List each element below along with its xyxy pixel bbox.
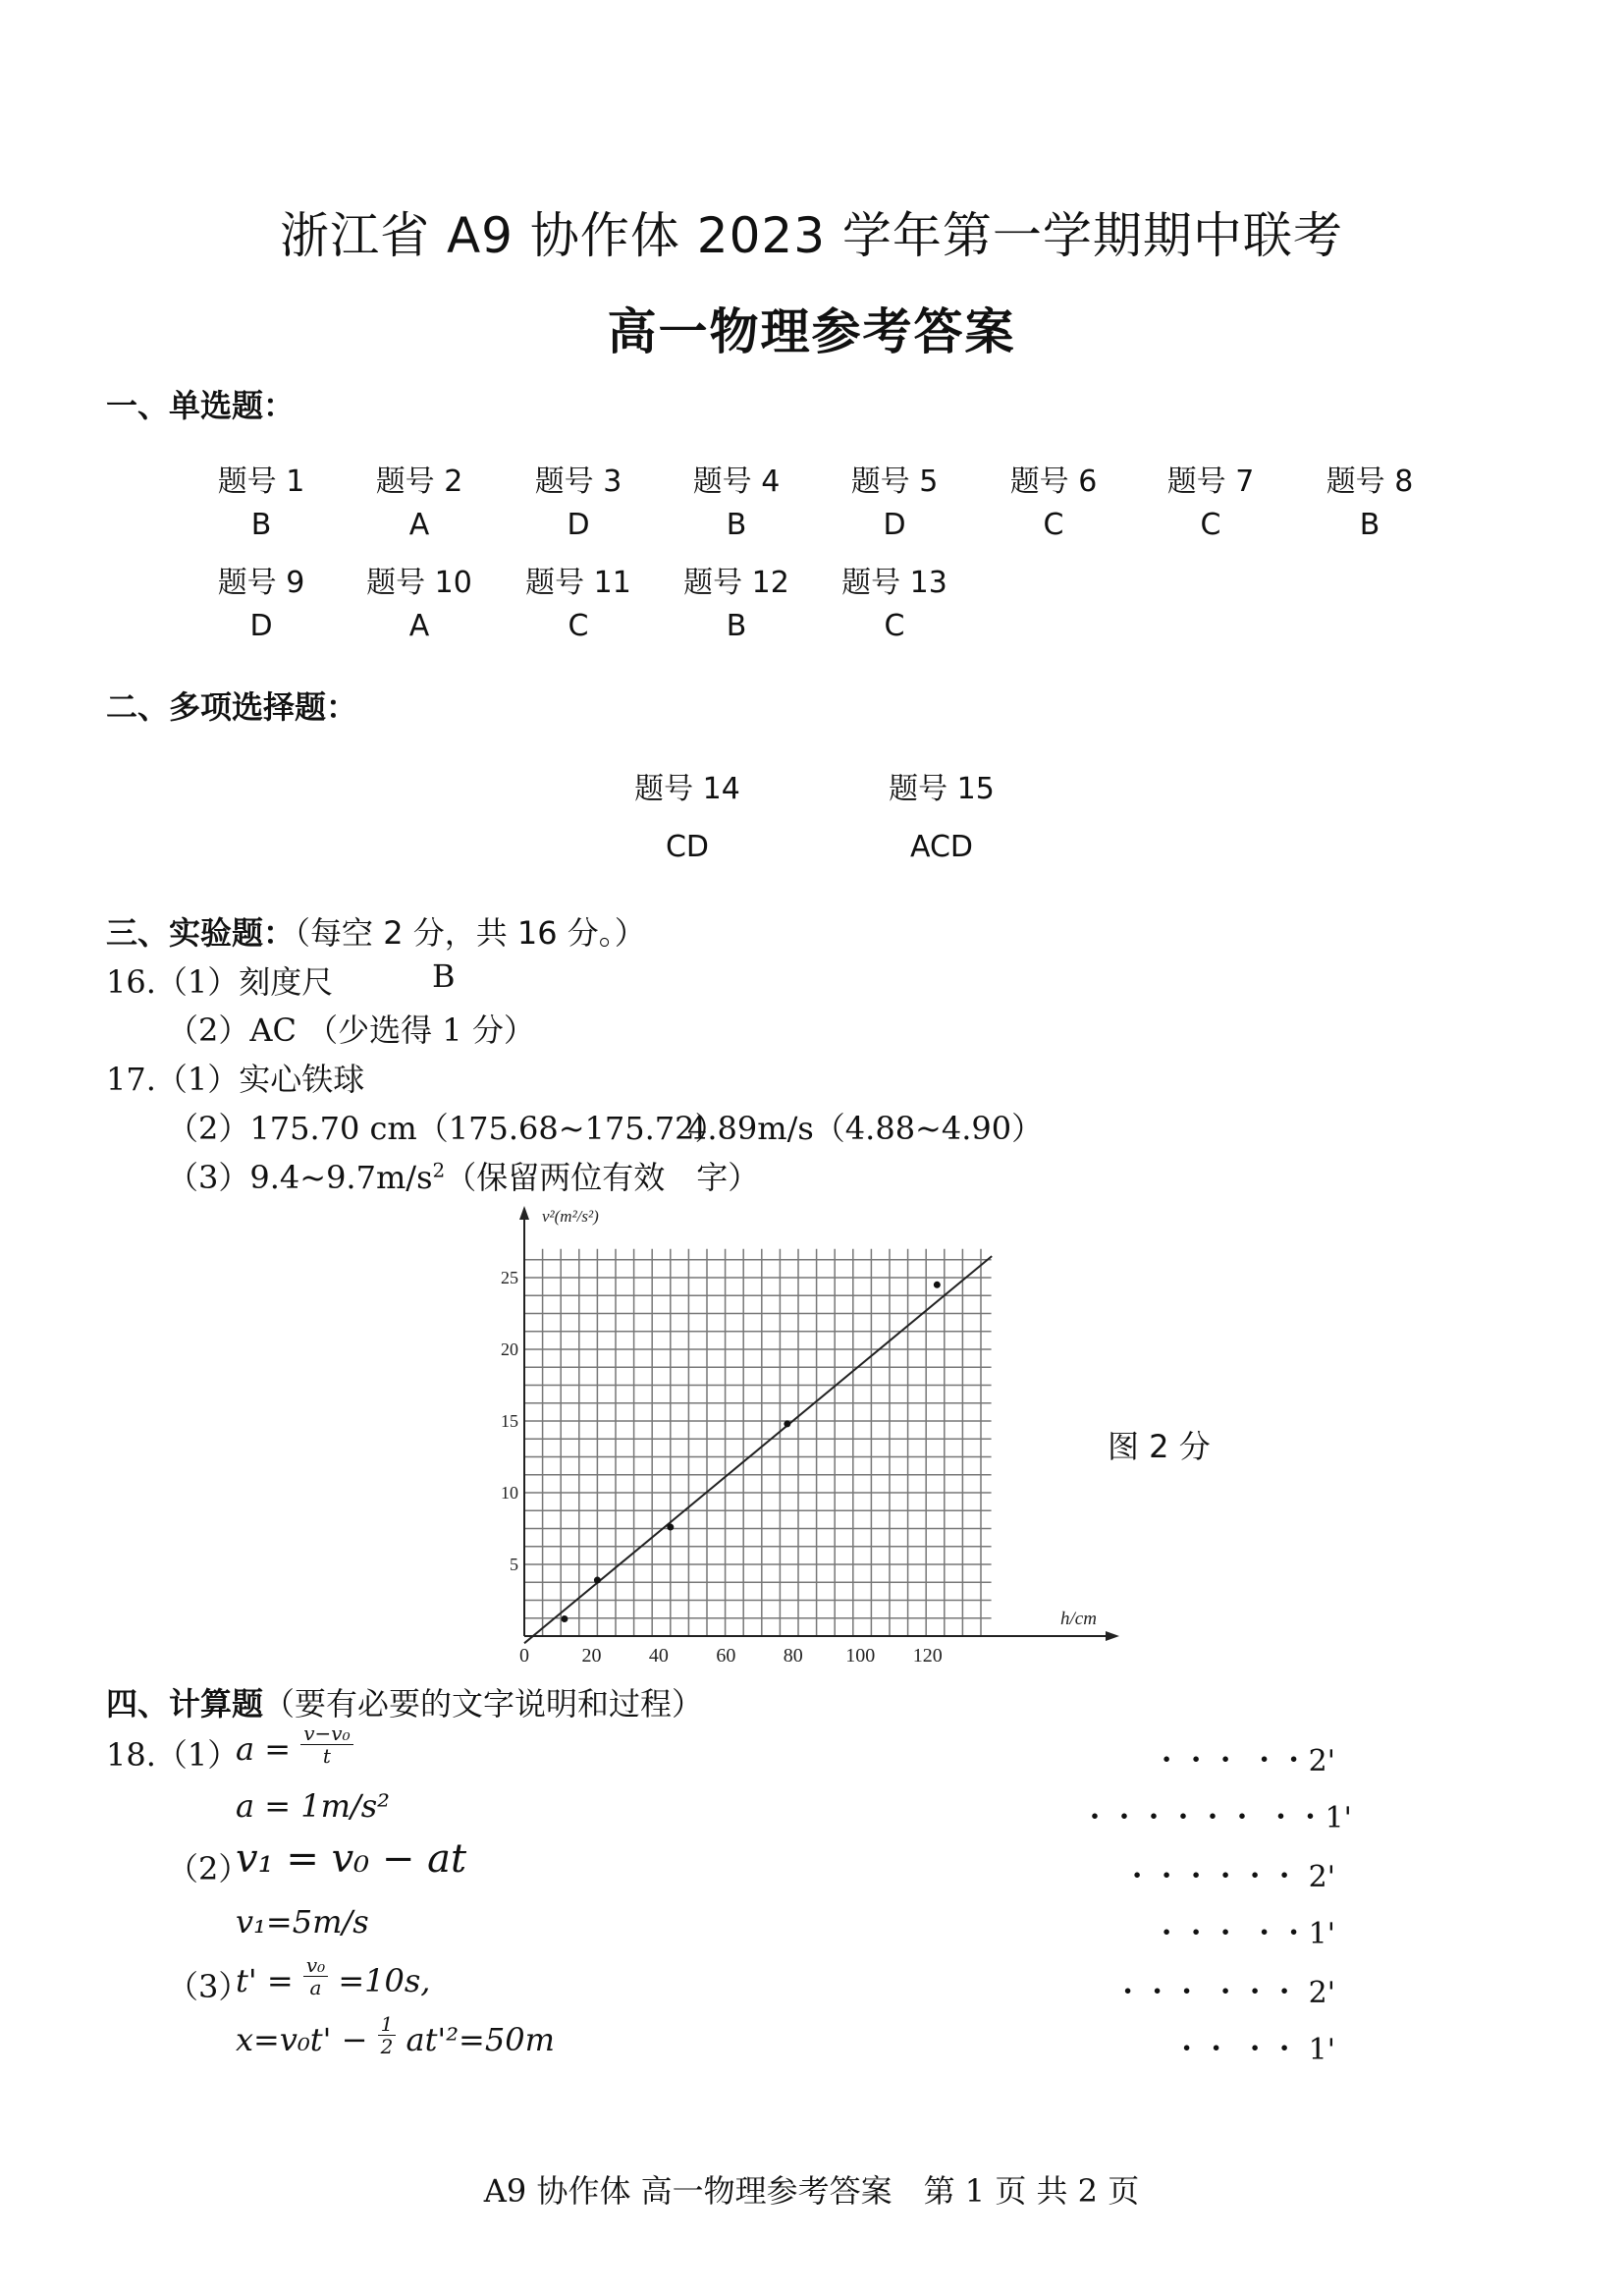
question-number: 题号 7 <box>1166 465 1255 499</box>
q18-part3-label: （3） <box>167 1968 250 2005</box>
score-mark: ・・・・・・ ・・1' <box>1080 1801 1352 1835</box>
question-number: 题号 6 <box>1009 465 1098 499</box>
answer-17-3-sup: 2 <box>432 1158 446 1182</box>
x-tick-label: 100 <box>845 1645 876 1667</box>
data-point <box>667 1524 674 1531</box>
q18-eq1 <box>236 1722 353 1768</box>
answer-17-3-value: （3）9.4~9.7m/s <box>167 1159 433 1196</box>
answer-letter: C <box>1200 508 1221 542</box>
q18-eq1-numerator: v−v₀ <box>300 1722 352 1745</box>
y-tick-label: 15 <box>501 1411 518 1431</box>
y-tick-label: 10 <box>501 1483 518 1503</box>
answer-letter: B <box>726 508 747 542</box>
question-number: 题号 5 <box>850 465 939 499</box>
y-tick-label: 20 <box>501 1339 518 1359</box>
question-number: 题号 2 <box>375 465 463 499</box>
question-number: 题号 9 <box>217 566 305 600</box>
y-tick-label: 5 <box>510 1555 518 1574</box>
page-footer: A9 协作体 高一物理参考答案 第 1 页 共 2 页 <box>483 2172 1140 2210</box>
question-number: 题号 8 <box>1325 465 1414 499</box>
q18-eq1-result: a = 1m/s² <box>236 1787 390 1825</box>
q18-eq1-fraction <box>300 1722 352 1767</box>
q18-eq3-lhs: t' = <box>236 1962 294 1999</box>
x-axis-arrow <box>1106 1631 1119 1641</box>
answer-16-2: （2）AC （少选得 1 分） <box>167 1011 535 1049</box>
x-tick-label: 120 <box>912 1645 943 1667</box>
page-subtitle: 高一物理参考答案 <box>607 303 1016 360</box>
answer-17-1: 17.（1）实心铁球 <box>106 1061 365 1098</box>
data-point <box>561 1615 568 1622</box>
q18-eq2: v₁ = v₀ − at <box>236 1836 467 1882</box>
section-heading-experiment <box>106 908 646 954</box>
data-point <box>934 1282 941 1288</box>
data-point <box>784 1420 790 1427</box>
section-heading-multi-choice: 二、多项选择题： <box>106 688 358 726</box>
answer-letter: D <box>883 508 906 542</box>
q18-part2-label: （2） <box>167 1850 250 1887</box>
q18-part1-label: 18.（1） <box>106 1736 240 1774</box>
answer-16-1: 16.（1）刻度尺 <box>106 963 334 1001</box>
q18-eq3b-rhs: at'²=50m <box>406 2021 555 2058</box>
section-heading-calculation <box>106 1679 703 1724</box>
score-mark: ・・ ・・ 1' <box>1171 2033 1335 2067</box>
x-tick-label: 80 <box>783 1645 803 1667</box>
x-tick-label: 0 <box>519 1645 529 1667</box>
score-mark: ・・・・・・ 2' <box>1122 1860 1335 1894</box>
q18-eq3b-denominator: 2 <box>380 2035 394 2058</box>
section-heading-label: 四、计算题 <box>106 1685 264 1722</box>
score-mark: ・・・ ・・・ 2' <box>1112 1976 1335 2010</box>
question-number: 题号 12 <box>683 566 789 600</box>
answer-letter: D <box>249 609 273 643</box>
answer-letter: ACD <box>909 830 974 864</box>
q18-eq3-fraction <box>303 1954 328 1998</box>
y-axis-label: v²(m²/s²) <box>542 1207 599 1226</box>
question-number: 题号 4 <box>692 465 781 499</box>
question-number: 题号 11 <box>525 566 631 600</box>
data-point <box>594 1577 601 1584</box>
question-number: 题号 10 <box>366 566 472 600</box>
section-heading-note: （每空 2 分，共 16 分。） <box>295 914 646 952</box>
answer-letter: CD <box>665 830 710 864</box>
answer-letter: C <box>884 609 905 643</box>
answer-17-2-a: （2）175.70 cm（175.68~175.72） <box>167 1110 727 1147</box>
answer-letter: C <box>568 609 589 643</box>
page-title: 浙江省 A9 协作体 2023 学年第一学期期中联考 <box>280 207 1343 264</box>
x-tick-label: 60 <box>716 1645 736 1667</box>
question-number: 题号 14 <box>634 772 740 806</box>
answer-17-2-b: 4.89m/s（4.88~4.90） <box>687 1110 1044 1147</box>
answer-letter: B <box>1359 508 1380 542</box>
x-tick-label: 40 <box>648 1645 669 1667</box>
answer-letter: A <box>408 508 430 542</box>
answer-17-3 <box>167 1153 759 1198</box>
answer-letter: C <box>1043 508 1064 542</box>
section-heading-note: （要有必要的文字说明和过程） <box>263 1685 704 1722</box>
y-tick-label: 25 <box>501 1268 518 1287</box>
answer-letter: B <box>250 508 272 542</box>
section-heading-label: 三、实验题： <box>106 914 296 952</box>
q18-eq3b-numerator: 1 <box>378 2013 397 2036</box>
question-number: 题号 3 <box>534 465 622 499</box>
x-tick-label: 20 <box>581 1645 602 1667</box>
q18-eq3-rhs: =10s, <box>338 1962 431 1999</box>
score-mark: ・・・ ・・2' <box>1152 1744 1335 1778</box>
q18-eq2-result: v₁=5m/s <box>236 1903 369 1941</box>
q18-eq3b-lhs: x=v₀t' − <box>236 2021 368 2058</box>
x-axis-label: h/cm <box>1060 1609 1097 1629</box>
question-number: 题号 15 <box>889 772 995 806</box>
answer-16-1-b: B <box>432 957 456 995</box>
q18-eq3b-fraction <box>378 2013 397 2057</box>
q18-eq3 <box>236 1953 431 1999</box>
section-heading-single-choice: 一、单选题： <box>106 387 296 424</box>
question-number: 题号 1 <box>217 465 305 499</box>
q18-eq1-lhs: a = <box>236 1730 292 1768</box>
q18-eq3-numerator: v₀ <box>303 1954 328 1977</box>
score-mark: ・・・ ・・1' <box>1152 1917 1335 1951</box>
question-number: 题号 13 <box>841 566 947 600</box>
q18-eq1-denominator: t <box>322 1744 331 1768</box>
q18-eq3b <box>236 2012 555 2058</box>
answer-letter: A <box>408 609 430 643</box>
answer-letter: D <box>567 508 590 542</box>
answer-17-3-note: （保留两位有效 字） <box>445 1159 760 1196</box>
q18-eq3-denominator: a <box>309 1976 322 1999</box>
v2-h-graph <box>481 1198 1129 1669</box>
graph-score-note: 图 2 分 <box>1108 1428 1211 1465</box>
y-axis-arrow <box>519 1206 529 1220</box>
answer-letter: B <box>726 609 747 643</box>
